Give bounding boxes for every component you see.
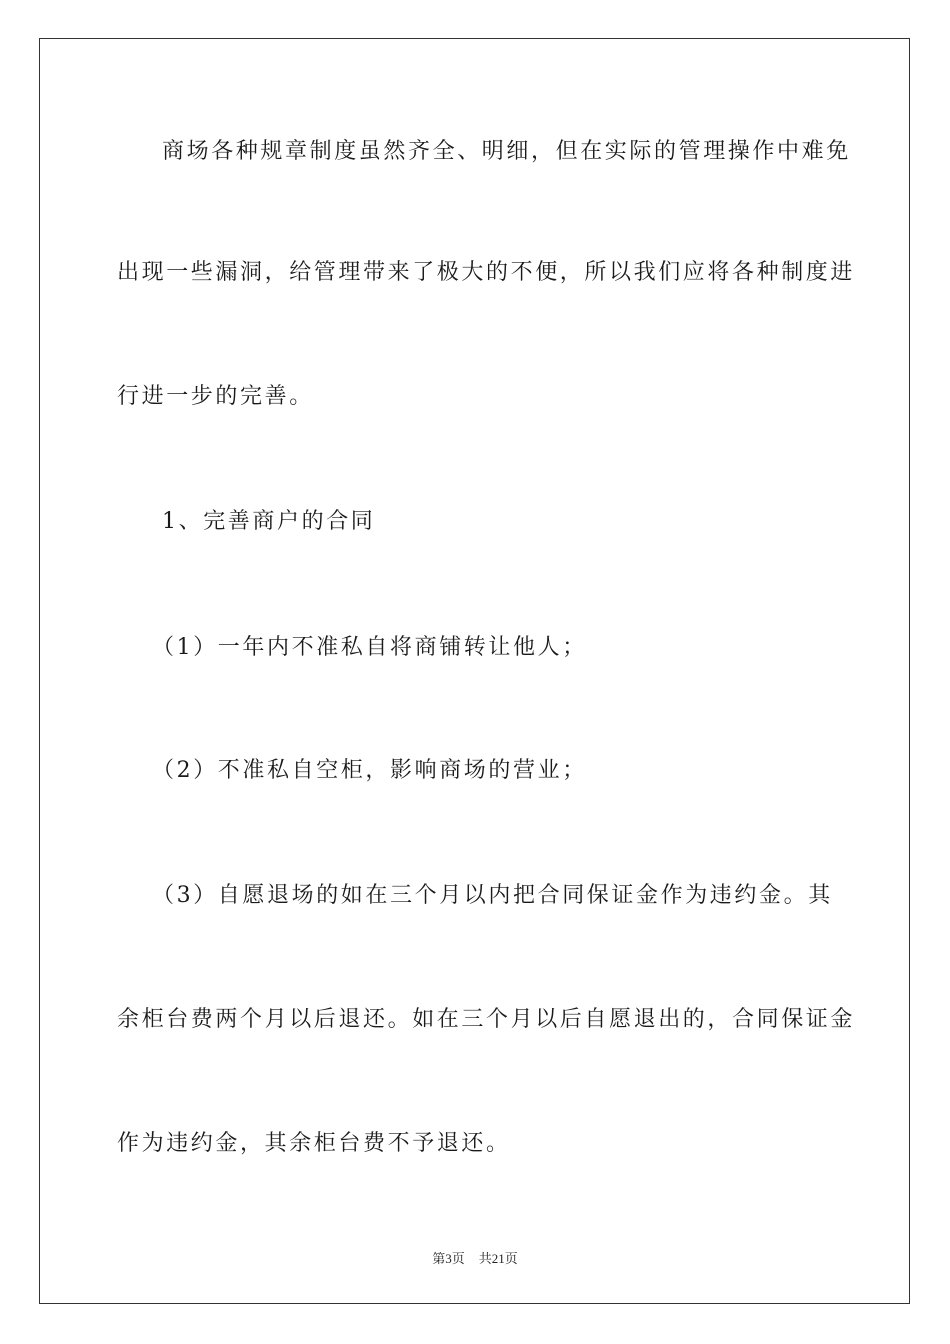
- paragraph-line: 行进一步的完善。: [117, 384, 314, 409]
- list-item: （1）一年内不准私自将商铺转让他人；: [152, 635, 587, 660]
- list-item: （2）不准私自空柜，影响商场的营业；: [152, 758, 587, 783]
- paragraph-line: 余柜台费两个月以后退还。如在三个月以后自愿退出的，合同保证金: [117, 1007, 856, 1032]
- paragraph-line: 出现一些漏洞，给管理带来了极大的不便，所以我们应将各种制度进: [117, 260, 856, 285]
- page-number: 第3页: [432, 1251, 465, 1266]
- section-heading: 1、完善商户的合同: [162, 509, 376, 534]
- total-pages: 共21页: [478, 1251, 518, 1266]
- paragraph-line: 商场各种规章制度虽然齐全、明细，但在实际的管理操作中难免: [162, 139, 851, 164]
- list-item: （3）自愿退场的如在三个月以内把合同保证金作为违约金。其: [152, 883, 833, 908]
- page-border: [39, 38, 910, 1304]
- page-footer: [0, 1248, 950, 1267]
- paragraph-line: 作为违约金，其余柜台费不予退还。: [117, 1131, 511, 1156]
